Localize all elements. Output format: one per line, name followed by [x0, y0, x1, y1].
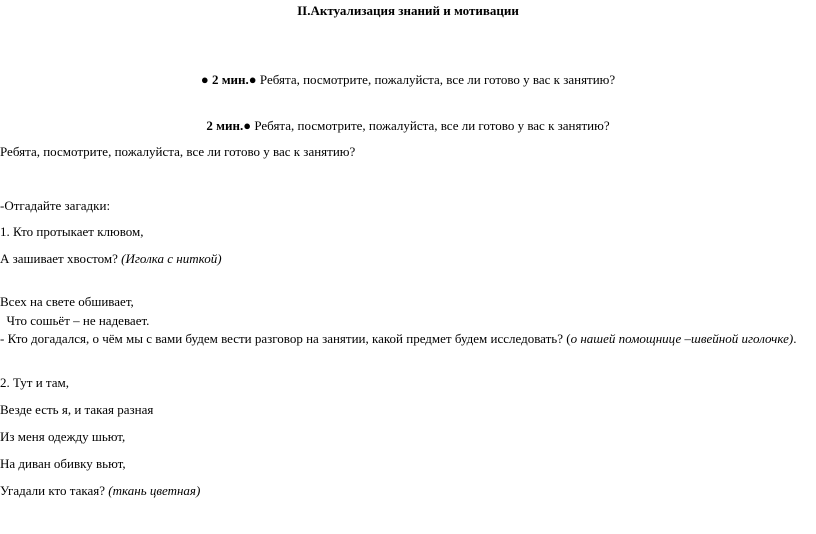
riddle-2-line-4: На диван обивку вьют, [0, 456, 126, 471]
question-line: - Кто догадался, о чём мы с вами будем вести разговор на занятии, какой предмет будем исследовать? (о нашей помощнице –швейной иголочке). [0, 331, 797, 346]
greeting-line-3: Ребята, посмотрите, пожалуйста, все ли готово у вас к занятию? [0, 144, 356, 159]
riddle-2-line-1: 2. Тут и там, [0, 375, 70, 390]
riddle-1-answer: (Иголка с ниткой) [121, 251, 222, 266]
riddle-1-line-4: Что сошьёт – не надевает. [0, 313, 150, 328]
page-title: II.Актуализация знаний и мотивации [297, 3, 519, 18]
riddles-intro: -Отгадайте загадки: [0, 198, 111, 213]
question-answer: о нашей помощнице –швейной иголочке) [570, 331, 794, 346]
bullet-icon: ● [248, 72, 257, 87]
riddle-1-line-2: А зашивает хвостом? (Иголка с ниткой) [0, 251, 222, 266]
riddle-1-line-1: 1. Кто протыкает клювом, [0, 224, 144, 239]
riddle-2-line-5: Угадали кто такая? (ткань цветная) [0, 483, 201, 498]
bullet-icon: ● [243, 118, 252, 133]
greeting-line-2: 2 мин.● Ребята, посмотрите, пожалуйста, все ли готово у вас к занятию? [206, 118, 610, 133]
greeting-line-1: ● 2 мин.● Ребята, посмотрите, пожалуйста, все ли готово у вас к занятию? [200, 72, 616, 87]
riddle-2-line-2: Везде есть я, и такая разная [0, 402, 154, 417]
riddle-1-line-3: Всех на свете обшивает, [0, 294, 134, 309]
riddle-2-line-3: Из меня одежду шьют, [0, 429, 126, 444]
bullet-icon: ● [200, 72, 209, 87]
riddle-2-answer: (ткань цветная) [108, 483, 201, 498]
